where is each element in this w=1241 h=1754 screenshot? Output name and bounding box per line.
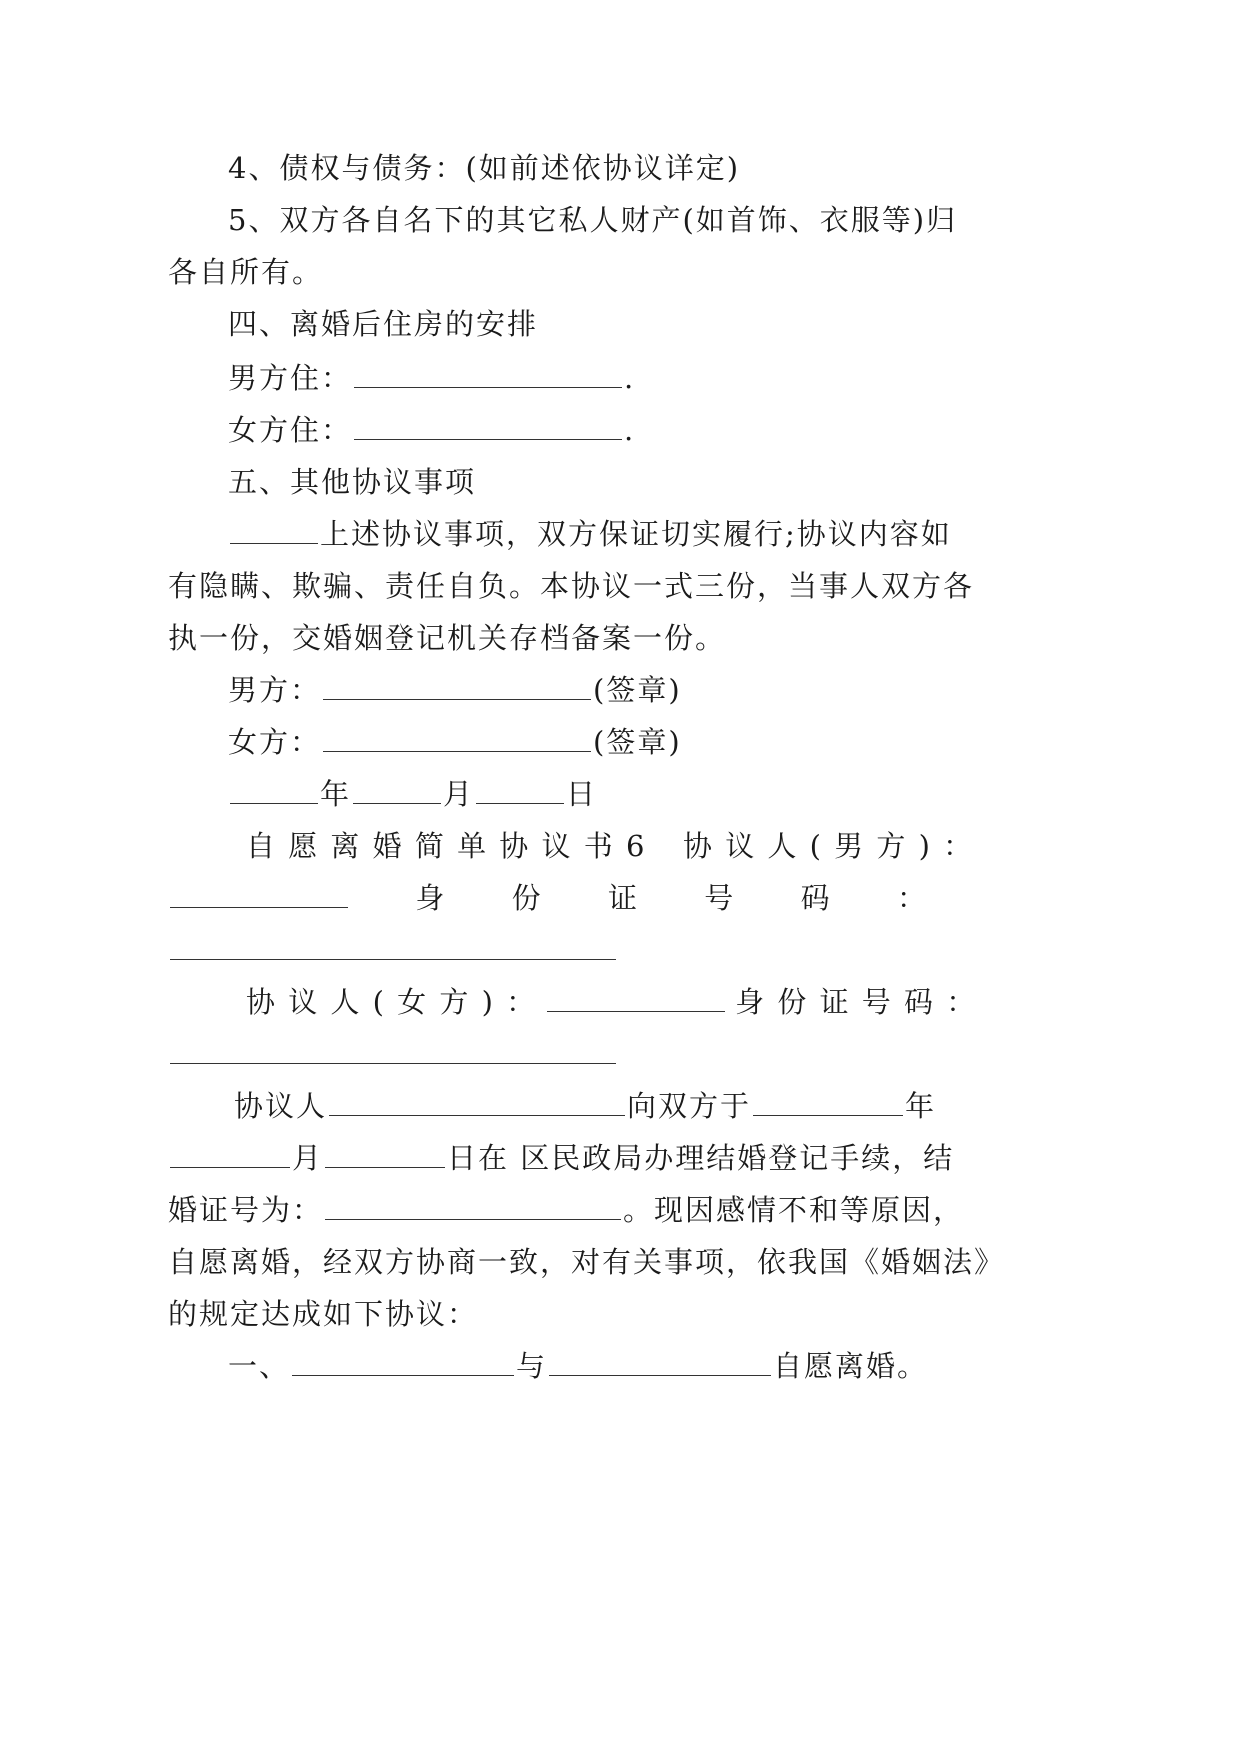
month-blank[interactable] xyxy=(353,775,441,804)
text: 证 xyxy=(607,881,639,915)
female-residence-blank[interactable] xyxy=(354,411,622,440)
registration-line-3 xyxy=(168,1190,964,1230)
male-id-blank-line xyxy=(168,930,618,970)
year-blank[interactable] xyxy=(230,775,318,804)
label: 身 份 证 号 码 ： xyxy=(735,985,978,1019)
section-4-heading xyxy=(228,304,538,344)
text: 年 xyxy=(905,1089,937,1123)
text: . xyxy=(624,361,636,395)
label: 男方： xyxy=(228,673,322,707)
clause-4-debts xyxy=(228,148,740,188)
label: 男方住： xyxy=(228,361,353,395)
registration-month-blank[interactable] xyxy=(170,1139,290,1168)
text: 份 xyxy=(511,881,543,915)
label: 协 议 人 ( 男 方 ) ： xyxy=(683,829,975,863)
performance-clause-3 xyxy=(168,618,726,658)
male-party-blank[interactable] xyxy=(170,879,348,908)
male-signature-blank[interactable] xyxy=(323,671,591,700)
text: 各自所有。 xyxy=(168,255,324,289)
text: 。现因感情不和等原因， xyxy=(623,1193,965,1227)
clause-5-private-property xyxy=(228,200,957,240)
text: 身 xyxy=(415,881,447,915)
text: ： xyxy=(896,881,928,915)
text: (签章) xyxy=(593,725,682,759)
text: 4、债权与债务：(如前述依协议详定) xyxy=(228,151,741,185)
text: 自愿离婚。 xyxy=(773,1349,929,1383)
registration-line-4 xyxy=(168,1242,1005,1282)
performance-clause xyxy=(228,514,952,554)
text: 码 xyxy=(800,881,832,915)
female-party-line xyxy=(246,982,977,1022)
label: 女方： xyxy=(228,725,322,759)
registration-line-5 xyxy=(168,1294,478,1334)
male-id-blank[interactable] xyxy=(170,931,616,960)
text: 执一份，交婚姻登记机关存档备案一份。 xyxy=(168,621,727,655)
registration-year-blank[interactable] xyxy=(753,1087,903,1116)
text: (签章) xyxy=(593,673,682,707)
text: . xyxy=(624,413,636,447)
document-title: 自 愿 离 婚 简 单 协 议 书 6 xyxy=(246,829,647,863)
text: 五、其他协议事项 xyxy=(228,465,477,499)
male-residence-line xyxy=(228,358,635,398)
text: 年 xyxy=(320,777,352,811)
registration-day-blank[interactable] xyxy=(325,1139,445,1168)
male-party-label xyxy=(683,826,974,866)
date-line xyxy=(228,774,597,814)
text: 协议人 xyxy=(234,1089,328,1123)
male-id-line xyxy=(168,878,928,918)
female-id-blank[interactable] xyxy=(170,1035,616,1064)
label: 女方住： xyxy=(228,413,353,447)
performance-clause-2 xyxy=(168,566,974,606)
text: 四、离婚后住房的安排 xyxy=(228,307,539,341)
blank[interactable] xyxy=(230,515,318,544)
text: 婚证号为： xyxy=(168,1193,324,1227)
agreement-6-title xyxy=(246,826,646,866)
male-residence-blank[interactable] xyxy=(354,359,622,388)
party-names-blank[interactable] xyxy=(329,1087,625,1116)
registration-line-2 xyxy=(168,1138,954,1178)
text: 日在 区民政局办理结婚登记手续，结 xyxy=(447,1141,955,1175)
day-blank[interactable] xyxy=(476,775,564,804)
female-signature-line xyxy=(228,722,682,762)
female-party-blank[interactable] xyxy=(547,983,725,1012)
text: 与 xyxy=(516,1349,548,1383)
text: 5、双方各自名下的其它私人财产(如首饰、衣服等)归 xyxy=(228,203,958,237)
text: 号 xyxy=(704,881,736,915)
text: 日 xyxy=(566,777,598,811)
section-5-heading xyxy=(228,462,476,502)
marriage-certificate-number-blank[interactable] xyxy=(325,1191,621,1220)
text: 向双方于 xyxy=(627,1089,752,1123)
female-residence-line xyxy=(228,410,635,450)
text: 的规定达成如下协议： xyxy=(168,1297,479,1331)
text: 有隐瞒、欺骗、责任自负。本协议一式三份，当事人双方各 xyxy=(168,569,975,603)
party-a-blank[interactable] xyxy=(292,1347,514,1376)
clause-5-continued xyxy=(168,252,323,292)
text: 一、 xyxy=(228,1349,291,1383)
text: 上述协议事项，双方保证切实履行;协议内容如 xyxy=(320,517,952,551)
text: 月 xyxy=(443,777,475,811)
registration-line-1 xyxy=(234,1086,936,1126)
label: 协 议 人 ( 女 方 ) ： xyxy=(246,985,538,1019)
female-signature-blank[interactable] xyxy=(323,723,591,752)
party-b-blank[interactable] xyxy=(549,1347,771,1376)
text: 月 xyxy=(292,1141,324,1175)
male-signature-line xyxy=(228,670,682,710)
text: 自愿离婚，经双方协商一致，对有关事项，依我国《婚姻法》 xyxy=(168,1245,1006,1279)
clause-1-divorce xyxy=(228,1346,928,1386)
female-id-blank-line xyxy=(168,1034,618,1074)
